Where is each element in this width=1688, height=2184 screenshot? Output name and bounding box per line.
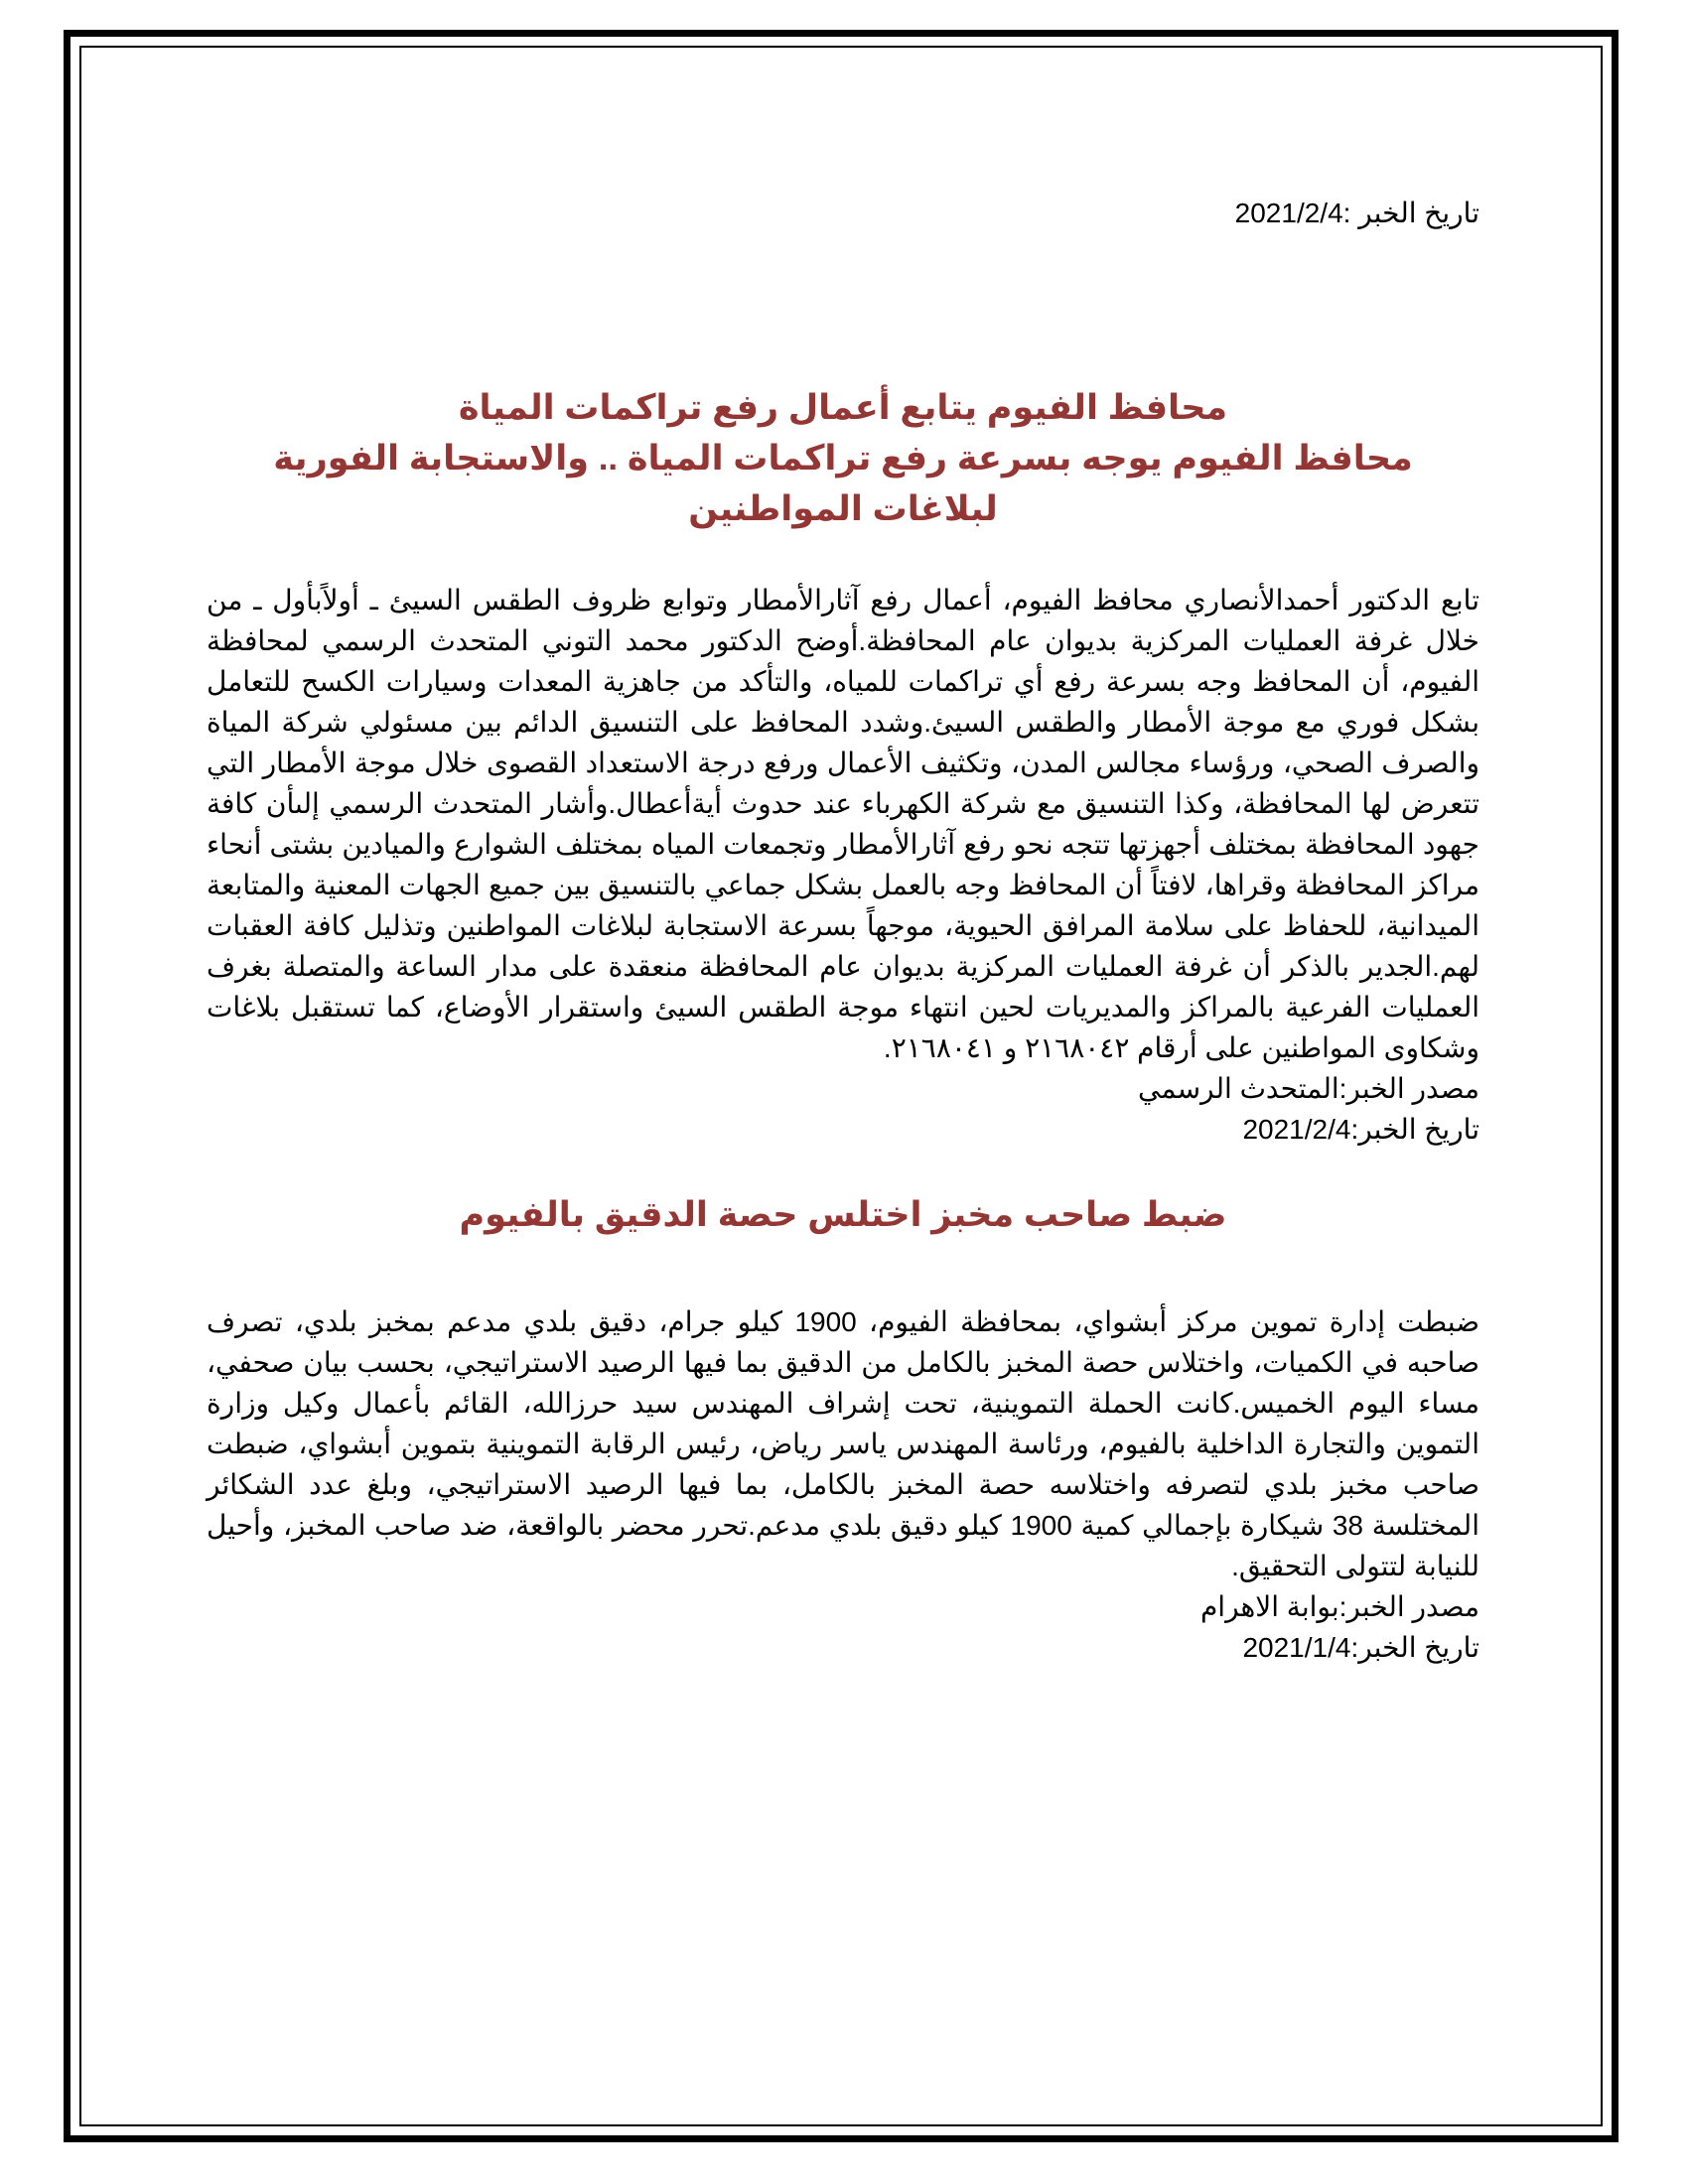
article1-date: تاريخ الخبر:2021/2/4 xyxy=(1242,1114,1479,1145)
article2-source: مصدر الخبر:بوابة الاهرام xyxy=(1199,1591,1479,1622)
article1-subtitle: محافظ الفيوم يوجه بسرعة رفع تراكمات المياة .. والاستجابة الفورية لبلاغات المواطنين xyxy=(273,439,1413,528)
article1-title: محافظ الفيوم يتابع أعمال رفع تراكمات المياة xyxy=(458,388,1228,427)
article2-body: ضبطت إدارة تموين مركز أبشواي، بمحافظة الفيوم، 1900 كيلو جرام، دقيق بلدي مدعم بمخبز بلدي، تصرف صاحبه في الكميات، واختلاس حصة المخبز بالكامل من الدقيق بما فيها الرصيد الاستراتيجي، بحسب بيان صحفي، مساء اليوم الخميس.كانت الحملة التموينية، تحت إشراف المهندس سيد حرزالله، القائم بأعمال وكيل وزارة التموين والتجارة الداخلية بالفيوم، ورئاسة المهندس ياسر رياض، رئيس الرقابة التموينية بتموين أبشواي، ضبطت صاحب مخبز بلدي لتصرفه واختلاسه حصة المخبز بالكامل، بما فيها الرصيد الاستراتيجي، وبلغ عدد الشكائر المختلسة 38 شيكارة بإجمالي كمية 1900 كيلو دقيق بلدي مدعم.تحرر محضر بالواقعة، ضد صاحب المخبز، وأحيل للنيابة لتتولى التحقيق. xyxy=(207,1306,1479,1581)
document-content xyxy=(207,189,1479,1668)
article1-source: مصدر الخبر:المتحدث الرسمي xyxy=(1138,1073,1479,1104)
article2-title: ضبط صاحب مخبز اختلس حصة الدقيق بالفيوم xyxy=(459,1195,1227,1234)
article2-date: تاريخ الخبر:2021/1/4 xyxy=(1242,1632,1479,1663)
header-date: تاريخ الخبر :2021/2/4 xyxy=(1234,198,1479,228)
article1-body: تابع الدكتور أحمدالأنصاري محافظ الفيوم، أعمال رفع آثارالأمطار وتوابع ظروف الطقس السيئ ـ أولاًبأول ـ من خلال غرفة العمليات المركزية بديوان عام المحافظة.أوضح الدكتور محمد التوني المتحدث الرسمي لمحافظة الفيوم، أن المحافظ وجه بسرعة رفع أي تراكمات للمياه، والتأكد من جاهزية المعدات وسيارات الكسح للتعامل بشكل فوري مع موجة الأمطار والطقس السيئ.وشدد المحافظ على التنسيق الدائم بين مسئولي شركة المياة والصرف الصحي، ورؤساء مجالس المدن، وتكثيف الأعمال ورفع درجة الاستعداد القصوى خلال موجة الأمطار التي تتعرض لها المحافظة، وكذا التنسيق مع شركة الكهرباء عند حدوث أيةأعطال.وأشار المتحدث الرسمي إلىأن كافة جهود المحافظة بمختلف أجهزتها تتجه نحو رفع آثارالأمطار وتجمعات المياه بمختلف الشوارع والميادين بشتى أنحاء مراكز المحافظة وقراها، لافتاً أن المحافظ وجه بالعمل بشكل جماعي بالتنسيق بين جميع الجهات المعنية والمتابعة الميدانية، للحفاظ على سلامة المرافق الحيوية، موجهاً بسرعة الاستجابة لبلاغات المواطنين وتذليل كافة العقبات لهم.الجدير بالذكر أن غرفة العمليات المركزية بديوان عام المحافظة منعقدة على مدار الساعة والمتصلة بغرف العمليات الفرعية بالمراكز والمديريات لحين انتهاء موجة الطقس السيئ واستقرار الأوضاع، كما تستقبل بلاغات وشكاوى المواطنين على أرقام ٢١٦٨٠٤٢ و ٢١٦٨٠٤١. xyxy=(207,585,1479,1063)
article1-headline-block xyxy=(207,382,1479,534)
